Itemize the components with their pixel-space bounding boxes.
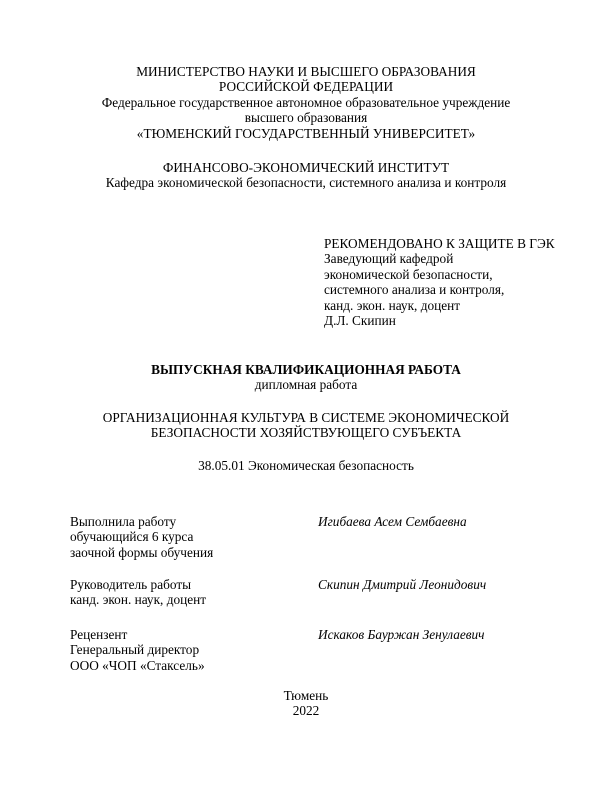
reviewer-role-line: Генеральный директор bbox=[70, 642, 200, 658]
supervisor-name: Скипин Дмитрий Леонидович bbox=[318, 577, 487, 592]
year: 2022 bbox=[292, 703, 320, 719]
supervisor-role-line: канд. экон. наук, доцент bbox=[70, 592, 207, 608]
recommendation-line: экономической безопасности, bbox=[324, 266, 493, 282]
university-name: «ТЮМЕНСКИЙ ГОСУДАРСТВЕННЫЙ УНИВЕРСИТЕТ» bbox=[136, 125, 476, 141]
recommendation-line: системного анализа и контроля, bbox=[324, 282, 505, 298]
supervisor-signature bbox=[70, 577, 590, 608]
ministry-header bbox=[0, 64, 612, 141]
institution-line-2: высшего образования bbox=[244, 110, 368, 126]
recommendation-line: канд. экон. наук, доцент bbox=[324, 297, 461, 313]
city: Тюмень bbox=[283, 688, 329, 703]
institute-block bbox=[0, 160, 612, 191]
author-signature bbox=[70, 514, 590, 560]
department-name: Кафедра экономической безопасности, системного анализа и контроля bbox=[105, 175, 507, 191]
author-role-line: обучающийся 6 курса bbox=[70, 529, 194, 545]
specialty-code: 38.05.01 Экономическая безопасность bbox=[198, 458, 414, 473]
recommendation-line: Заведующий кафедрой bbox=[324, 251, 454, 267]
institute-name: ФИНАНСОВО-ЭКОНОМИЧЕСКИЙ ИНСТИТУТ bbox=[162, 160, 450, 175]
reviewer-signature bbox=[70, 627, 590, 673]
institution-line-1: Федеральное государственное автономное образовательное учреждение bbox=[101, 94, 511, 110]
work-title-block bbox=[0, 362, 612, 393]
author-role-line: заочной формы обучения bbox=[70, 544, 214, 560]
footer-block bbox=[0, 688, 612, 719]
ministry-line-2: РОССИЙСКОЙ ФЕДЕРАЦИИ bbox=[218, 79, 394, 95]
reviewer-name: Искаков Бауржан Зенулаевич bbox=[318, 627, 485, 642]
reviewer-role-line: ООО «ЧОП «Стаксель» bbox=[70, 657, 205, 673]
recommendation-block bbox=[324, 236, 604, 328]
supervisor-role-line: Руководитель работы bbox=[70, 577, 192, 592]
reviewer-role-line: Рецензент bbox=[70, 627, 128, 642]
work-topic bbox=[0, 410, 612, 441]
ministry-line-1: МИНИСТЕРСТВО НАУКИ И ВЫСШЕГО ОБРАЗОВАНИЯ bbox=[136, 64, 476, 79]
recommendation-heading: РЕКОМЕНДОВАНО К ЗАЩИТЕ В ГЭК bbox=[324, 236, 555, 251]
topic-line-2: БЕЗОПАСНОСТИ ХОЗЯЙСТВУЮЩЕГО СУБЪЕКТА bbox=[150, 425, 462, 441]
author-name: Игибаева Асем Сембаевна bbox=[318, 514, 467, 529]
work-subtitle: дипломная работа bbox=[254, 377, 358, 393]
topic-line-1: ОРГАНИЗАЦИОННАЯ КУЛЬТУРА В СИСТЕМЕ ЭКОНОМИЧЕСКОЙ bbox=[102, 410, 510, 425]
recommendation-signatory: Д.Л. Скипин bbox=[324, 313, 396, 329]
work-title: ВЫПУСКНАЯ КВАЛИФИКАЦИОННАЯ РАБОТА bbox=[151, 362, 461, 377]
author-role-line: Выполнила работу bbox=[70, 514, 177, 529]
